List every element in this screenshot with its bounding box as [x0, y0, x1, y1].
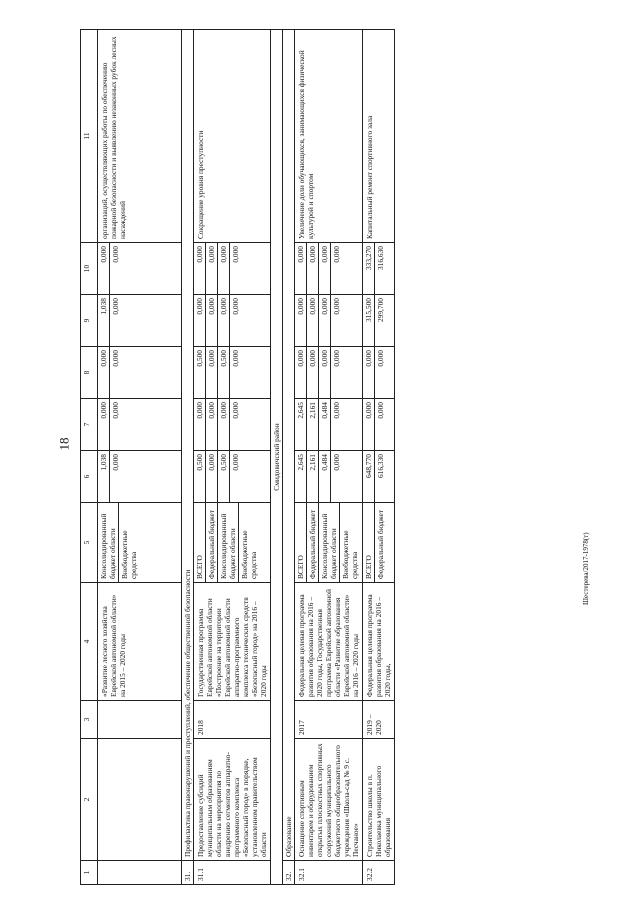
- col-header: 6: [81, 451, 98, 503]
- table-row: «Развитие лесного хозяйства Еврейской автономной области» на 2015 – 2020 годы Консолидированный бюджет области Внебюджетные средства 1,038 0,000 0,000 0,000 0,000 0,000 1,038 0,000 0,000 0,000 организаций, осуществляющих работы по обеспечению пожарной безопасности и выявлению незаконных рубок лесных насаждений: [98, 30, 182, 885]
- year-cell: 2018: [194, 701, 271, 739]
- section-title: Профилактика правонарушений и преступлений, обеспечение общественной безопасности: [182, 30, 194, 861]
- section-row: [283, 30, 295, 885]
- sources-cell: ВСЕГО Федеральный бюджет: [363, 503, 395, 583]
- program-cell: Государственная программа Еврейской автономной области «Построение на территории Еврейской автономной области аппаратно-программного комплекса технических средств «Безопасный город» на 2016 – 2020 годы: [194, 583, 271, 701]
- program-cell: Федеральная целевая программа развития образования на 2016 – 2020 годы,: [363, 583, 395, 701]
- col-header: 5: [81, 503, 98, 583]
- col-header: 8: [81, 347, 98, 399]
- page-number: 18: [56, 437, 72, 451]
- rotated-table-block: [80, 30, 575, 885]
- program-cell: Федеральная целевая программа развития образования на 2016 – 2020 годы, Государственная программа Еврейской автономной области «Развитие образования Еврейской автономной области» на 2016 – 2020 годы: [295, 583, 363, 701]
- row-number: 32.1: [295, 861, 363, 885]
- col-header: 4: [81, 583, 98, 701]
- section-row: [182, 30, 194, 885]
- col-header: 3: [81, 701, 98, 739]
- row-number: 32.2: [363, 861, 395, 885]
- table-row: 32.2 Строительство школы в п. Николаевка муниципального образования 2019 – 2020 Федеральная целевая программа развития образования на 2016 – 2020 годы, ВСЕГО Федеральный бюджет 648,770 616,330 0,000 0,000 0,000 0,000 315,500 299,700 333,270 316,630 Капитальный ремонт спортивного зала: [363, 30, 395, 885]
- col-header: 9: [81, 295, 98, 347]
- measure-cell: Строительство школы в п. Николаевка муниципального образования: [363, 739, 395, 861]
- measures-table: [80, 29, 395, 885]
- col-header: 1: [81, 861, 98, 885]
- sources-cell: ВСЕГО Федеральный бюджет Консолидированный бюджет области Внебюджетные средства: [194, 503, 271, 583]
- district-title: Смидовичский район: [271, 30, 283, 885]
- measure-cell: Оснащение спортивным инвентарем и оборудованием открытых плоскостных спортивных сооружений муниципального бюджетного общеобразовательного учреждения «Школа-сад № 9 с. Песчаное»: [295, 739, 363, 861]
- year-cell: 2017: [295, 701, 363, 739]
- document-footer: Шестерева/2017-1978(т): [582, 532, 590, 605]
- section-number: 32.: [283, 861, 295, 885]
- district-row: [271, 30, 283, 885]
- sources-cell: ВСЕГО Федеральный бюджет Консолидированный бюджет области Внебюджетные средства: [295, 503, 363, 583]
- result-cell: Увеличение доли обучающихся, занимающихся физической культурой и спортом: [295, 30, 363, 243]
- result-cell: Капитальный ремонт спортивного зала: [363, 30, 395, 243]
- measure-cell: Предоставление субсидий муниципальным образованиям области на мероприятия по внедрению сегментов аппаратно-программного комплекса «Безопасный город» в порядке, установленном правительством области: [194, 739, 271, 861]
- section-number: 31.: [182, 861, 194, 885]
- table-row: 32.1 Оснащение спортивным инвентарем и оборудованием открытых плоскостных спортивных сооружений муниципального бюджетного общеобразовательного учреждения «Школа-сад № 9 с. Песчаное» 2017 Федеральная целевая программа развития образования на 2016 – 2020 годы, Государственная программа Еврейской автономной области «Развитие образования Еврейской автономной области» на 2016 – 2020 годы ВСЕГО Федеральный бюджет Консолидированный бюджет области Внебюджетные средства 2,645 2,161 0,484 0,000 2,645 2,161 0,484 0,000 0,000 0,000 0,000 0,000 0,000 0,000 0,000 0,000 0,000 0,000 0,000 0,000 Увеличение доли обучающихся, занимающихся физической культурой и спортом: [295, 30, 363, 885]
- year-cell: 2019 – 2020: [363, 701, 395, 739]
- row-number: 31.1: [194, 861, 271, 885]
- col-header: 10: [81, 243, 98, 295]
- col-header: 2: [81, 739, 98, 861]
- sources-cell: Консолидированный бюджет области Внебюджетные средства: [98, 503, 182, 583]
- header-row: [81, 30, 98, 885]
- col-header: 7: [81, 399, 98, 451]
- table-row: 31.1 Предоставление субсидий муниципальным образованиям области на мероприятия по внедрению сегментов аппаратно-программного комплекса «Безопасный город» в порядке, установленном правительством области 2018 Государственная программа Еврейской автономной области «Построение на территории Еврейской автономной области аппаратно-программного комплекса технических средств «Безопасный город» на 2016 – 2020 годы ВСЕГО Федеральный бюджет Консолидированный бюджет области Внебюджетные средства 0,500 0,000 0,500 0,000 0,000 0,000 0,000 0,000 0,500 0,000 0,500 0,000 0,000 0,000 0,000 0,000 0,000 0,000 0,000 0,000 Сокращение уровня преступности: [194, 30, 271, 885]
- result-cell: организаций, осуществляющих работы по обеспечению пожарной безопасности и выявлению незаконных рубок лесных насаждений: [98, 30, 182, 243]
- program-cell: «Развитие лесного хозяйства Еврейской автономной области» на 2015 – 2020 годы: [98, 583, 182, 701]
- col-header: 11: [81, 30, 98, 243]
- section-title: Образование: [283, 30, 295, 861]
- result-cell: Сокращение уровня преступности: [194, 30, 271, 243]
